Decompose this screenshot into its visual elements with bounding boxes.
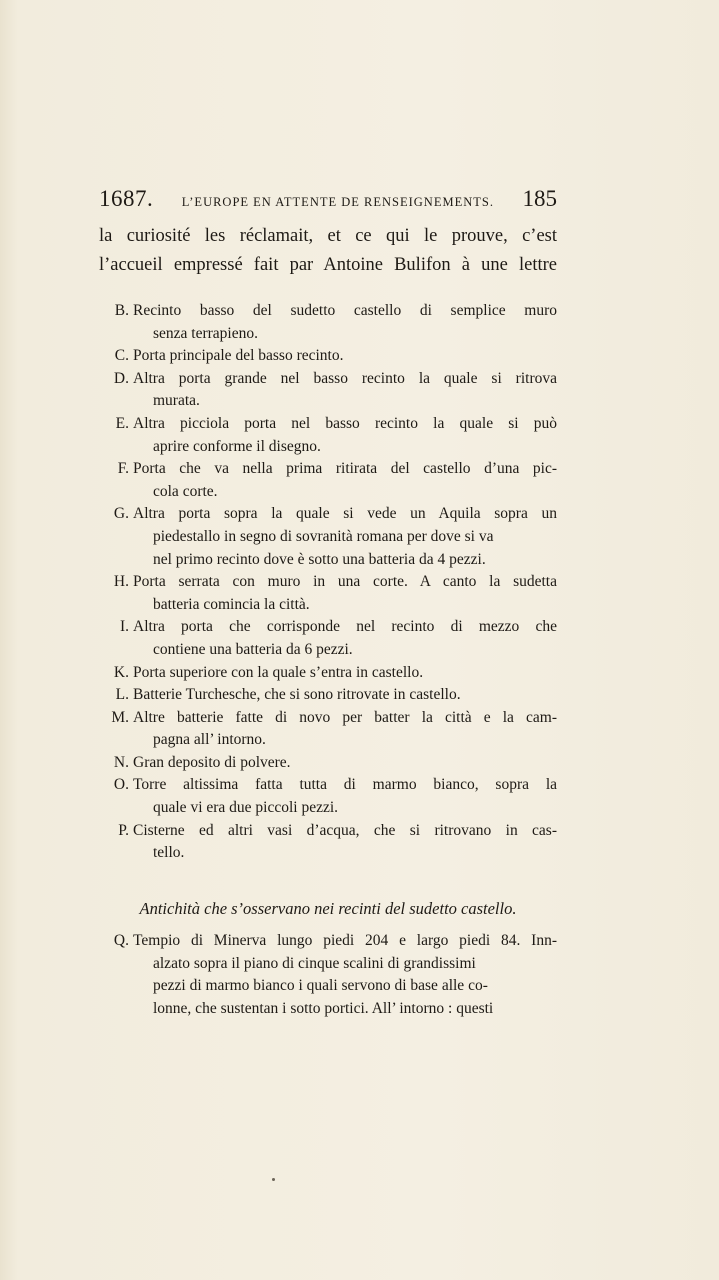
entry-letter: N. <box>113 753 129 771</box>
entry-letter: F. <box>117 460 129 478</box>
legend-entry <box>99 616 557 661</box>
entry-text <box>133 503 557 571</box>
entry-letter: B. <box>114 302 129 319</box>
entry-line: Tempio di Minerva lungo piedi 204 e largo piedi 84. Inn- <box>133 932 557 949</box>
entry-line: Recinto basso del sudetto castello di semplice muro <box>133 302 557 319</box>
entry-line: Altra porta grande nel basso recinto la quale si ritrova <box>133 369 557 387</box>
entry-line: Porta superiore con la quale s’entra in castello. <box>133 663 424 681</box>
entry-line: Altra porta che corrisponde nel recinto di mezzo che <box>133 618 557 636</box>
entry-line: cola corte. <box>153 482 218 500</box>
legend-entry <box>99 752 557 775</box>
entry-text <box>133 707 557 752</box>
page-number: 185 <box>522 186 557 211</box>
entry-line: Porta serrata con muro in una corte. A canto la sudetta <box>133 573 557 591</box>
entry-line: Gran deposito di polvere. <box>133 753 291 771</box>
entry-line: pagna all’ intorno. <box>153 731 266 749</box>
entry-line: piedestallo in segno di sovranità romana per dove si va <box>153 527 494 545</box>
legend-entry <box>99 368 557 413</box>
page-speck <box>272 1178 275 1181</box>
entry-text <box>133 571 557 616</box>
header-year: 1687. <box>99 186 154 211</box>
entry-letter: L. <box>115 686 129 704</box>
entry-text <box>133 458 557 503</box>
legend-list <box>99 300 557 865</box>
legend-entry <box>99 300 557 345</box>
entry-text <box>133 820 557 865</box>
legend-list-antiquities <box>99 930 557 1020</box>
entry-line: Altra picciola porta nel basso recinto la quale si può <box>133 414 557 432</box>
entry-line: contiene una batteria da 6 pezzi. <box>153 640 353 658</box>
entry-text <box>133 616 557 661</box>
header-title: L’EUROPE EN ATTENTE DE RENSEIGNEMENTS. <box>181 195 494 209</box>
entry-text <box>133 684 557 707</box>
entry-letter: M. <box>111 708 129 726</box>
legend-entry <box>99 930 557 1020</box>
entry-letter: K. <box>113 663 129 681</box>
entry-line: alzato sopra il piano di cinque scalini di grandissimi <box>153 954 476 972</box>
entry-text <box>133 368 557 413</box>
intro-line: l’accueil empressé fait par Antoine Bulifon à une lettre <box>99 255 557 275</box>
entry-line: nel primo recinto dove è sotto una batteria da 4 pezzi. <box>153 550 486 568</box>
entry-text <box>133 774 557 819</box>
entry-text <box>133 930 557 1020</box>
entry-letter: G. <box>113 505 129 523</box>
legend-entry <box>99 503 557 571</box>
legend-entry <box>99 774 557 819</box>
legend-entry <box>99 345 557 368</box>
legend-entry <box>99 458 557 503</box>
legend-entry <box>99 413 557 458</box>
legend-entry <box>99 707 557 752</box>
entry-letter: D. <box>113 369 129 387</box>
legend-entry <box>99 684 557 707</box>
section-heading: Antichità che s’osservano nei recinti del sudetto castello. <box>139 899 517 918</box>
entry-text <box>133 752 557 775</box>
entry-text <box>133 662 557 685</box>
legend-entry <box>99 820 557 865</box>
entry-line: Cisterne ed altri vasi d’acqua, che si ritrovano in cas- <box>133 821 557 839</box>
entry-line: Altra porta sopra la quale si vede un Aquila sopra un <box>133 505 557 523</box>
legend-entry <box>99 571 557 616</box>
entry-line: Porta principale del basso recinto. <box>133 347 344 365</box>
entry-line: aprire conforme il disegno. <box>153 437 321 455</box>
entry-line: Altre batterie fatte di novo per batter la città e la cam- <box>133 708 557 726</box>
entry-line: Batterie Turchesche, che si sono ritrovate in castello. <box>133 686 461 704</box>
entry-letter: C. <box>114 347 129 365</box>
entry-line: pezzi di marmo bianco i quali servono di base alle co- <box>153 977 488 995</box>
entry-line: murata. <box>153 392 200 410</box>
entry-line: quale vi era due piccoli pezzi. <box>153 799 339 817</box>
entry-text <box>133 413 557 458</box>
entry-text <box>133 300 557 345</box>
intro-line: la curiosité les réclamait, et ce qui le prouve, c’est <box>99 226 557 246</box>
entry-letter: Q. <box>113 932 129 949</box>
running-header <box>99 186 557 212</box>
entry-letter: E. <box>115 414 129 432</box>
legend-entry <box>99 662 557 685</box>
intro-paragraph <box>99 222 557 280</box>
entry-line: Porta che va nella prima ritirata del castello d’una pic- <box>133 460 557 478</box>
entry-line: lonne, che sustentan i sotto portici. All’ intorno : questi <box>153 999 494 1017</box>
entry-letter: H. <box>113 573 129 591</box>
entry-line: tello. <box>153 844 185 862</box>
entry-line: Torre altissima fatta tutta di marmo bianco, sopra la <box>133 776 557 794</box>
entry-letter: P. <box>118 821 129 839</box>
entry-letter: I. <box>119 618 129 636</box>
entry-letter: O. <box>113 776 129 794</box>
entry-text <box>133 345 557 368</box>
entry-line: batteria comincia la città. <box>153 595 310 613</box>
entry-line: senza terrapieno. <box>153 324 258 342</box>
